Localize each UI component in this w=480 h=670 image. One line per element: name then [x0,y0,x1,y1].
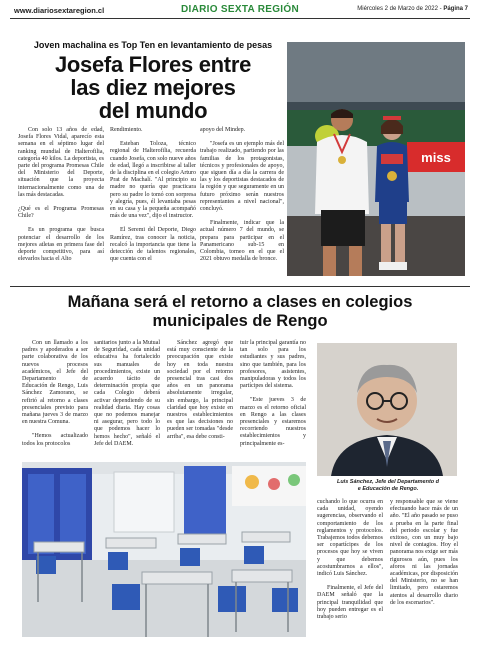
caption-line: Luis Sánchez, Jefe del Departamento d [336,479,440,485]
paragraph: El Seremi del Deporte, Diego Ramírez, tras conocer la noticia, recalcó la importancia que tiene la detección de talentos regionales, que cuenta con el [110,227,196,263]
article2-headline-line: Mañana será el retorno a clases en colegios [67,293,413,311]
article2-headline [20,293,460,331]
banner-text: miss [421,150,451,165]
article1-column-2 [110,127,196,270]
article1-kicker: Joven machalina es Top Ten en levantamiento de pesas [33,40,273,50]
article2-column-6 [390,499,458,614]
masthead-rule [10,18,470,19]
paragraph: Con un llamado a los padres y apoderados a ser parte colaborativa de los nuevos procesos académicos, el Jefe del Departamento de Educación de Rengo, Luis Sánchez Zamorano, se refirió al retorno a clases presenciales previsto para mañana jueves 3 de marzo en nuestra Comuna. [22,340,88,426]
masthead-date: Miércoles 2 de Marzo de 2022 - [357,6,442,12]
masthead-page: Página 7 [443,6,468,12]
article2-headline-line: municipales de Rengo [152,312,328,330]
paragraph: cuchando lo que ocurra en cada unidad, oyendo sugerencias, observando el comportamiento de los reglamentos y protocolos. Trabajemos todos debemos ser copartícipes de los procesos que hoy se viven y que debemos acostumbrarnos a ellos", indicó Luis Sánchez. [317,499,383,578]
paragraph: apoyo del Mindep. [200,127,246,133]
portrait-photo [317,343,457,476]
portrait-illustration [317,343,457,476]
paragraph: Es un programa que busca potenciar el desarrollo de los mejores atletas en primera fase del deporte competitivo, para así elevarlos hacia el Alto [18,227,104,263]
article1-headline-line: las diez mejores [70,75,236,100]
article1-headline [18,53,288,122]
portrait-caption [317,479,459,493]
paragraph: "Este jueves 3 de marzo es el retorno oficial en Rengo a las clases presenciales y estaremos recorriendo nuestros establecimientos y principalmente es- [240,397,306,447]
classroom-illustration [22,462,306,637]
paragraph: ¿Qué es el Programa Promesas Chile? [18,206,104,220]
caption-line: e Educación de Rengo. [357,486,419,492]
article2-column-5 [317,499,383,628]
paragraph: tuir la principal garantía no tan solo para los estudiantes y sus padres, sino que también, para los profesores, asistentes, manipuladoras y todos los partícipes del sistema. [240,340,306,390]
article1-column-3 [200,127,284,270]
athlete-photo-illustration [287,42,465,276]
article1-headline-line: Josefa Flores entre [54,52,252,77]
article2-column-3 [167,340,233,448]
paragraph: Finalmente, indicar que la actual número 7 del mundo, se prepara para participar en el Panamericano sub-15 en Colombia, torneo en el que el 2021 obtuvo medalla de bronce. [200,220,284,263]
masthead-date-page [357,6,468,12]
section-divider [10,286,470,287]
paragraph: "Hemos actualizado todos los protocolos [22,433,88,447]
paragraph: Esteban Toloza, técnico regional de Halterofilia, recuerda cuando Josefa, con solo nueve años de edad, llegó a inscribirse al taller de la disciplina en el colegio Arturo Prat de Machalí. "Al principio su madre no quería que practicara pero su padre lo tomó con sorpresa y alegría, pues, él levantaba pesas en su casa y la pequeña acompañó más de una vez", dijo el instructor. [110,141,196,220]
paragraph: "Josefa es un ejemplo más del trabajo realizado, partiendo por las familias de los protagonistas, técnicos y profesionales de apoyo, que siguen día a día la carrera de las y los deportistas destacados de la región y que seguramente en un futuro próximo serán nuestros representantes a nivel nacional", concluyó. [200,141,284,213]
masthead-name: DIARIO SEXTA REGIÓN [181,4,299,15]
classroom-photo [22,462,306,637]
paragraph: Finalmente, el Jefe del DAEM señaló que la principal tranquilidad que hoy pueden entregar es el trabajo serio [317,585,383,621]
masthead-website[interactable]: www.diariosextaregion.cl [14,6,105,15]
paragraph: y responsable que se viene efectuando hace más de un año. "El año pasado se puso a prueba en la parte final del periodo escolar y fue exitoso, con un muy bajo nivel de contagios. Hoy el panorama nos exige ser más rigurosos aún, pues los aforos ni las jornadas académicas, por disposición del Ministerio, no se han limitado, pero estaremos atentos al desarrollo diario de los escenarios". [390,499,458,606]
article2-column-2 [94,340,160,455]
paragraph: sanitarios junto a la Mutual de Seguridad, cada unidad educativa ha fortalecido sus manuales de procedimientos, existe un acuerdo tácito de determinación propia que cada Colegio deberá activar dependiendo de su realidad diaria. Hay cosas que no podemos manejar ni asegurar, pero todo lo que podemos hacer lo hemos hecho", señaló el Jefe del DAEM. [94,340,160,447]
article2-column-1 [22,340,88,455]
athlete-photo [287,42,465,276]
paragraph: Con solo 13 años de edad, Josefa Flores Vidal, aparecío esta semana en el séptimo lugar del ranking mundial de Halterofilia, categoría 40 kilos. La deportista, es parte del programa Promesas Chile del Ministerio del Deporte, situación que la proyecta internacionalmente como una de las más destacadas. [18,127,104,198]
paragraph: Sánchez agregó que está muy consciente de la preocupación que existe hoy en toda nuestra sociedad por el retorno presencial tras casi dos años en un panorama absolutamente irregular, sin embargo, la principal claridad que hoy existe en nuestros establecimientos es que las decisiones no pueden ser tomadas "desde arriba", esa debe consti- [167,340,233,440]
paragraph: Rendimiento. [110,127,143,133]
article1-headline-line: del mundo [98,98,208,123]
article1-column-1 [18,127,104,270]
article2-column-4 [240,340,306,455]
